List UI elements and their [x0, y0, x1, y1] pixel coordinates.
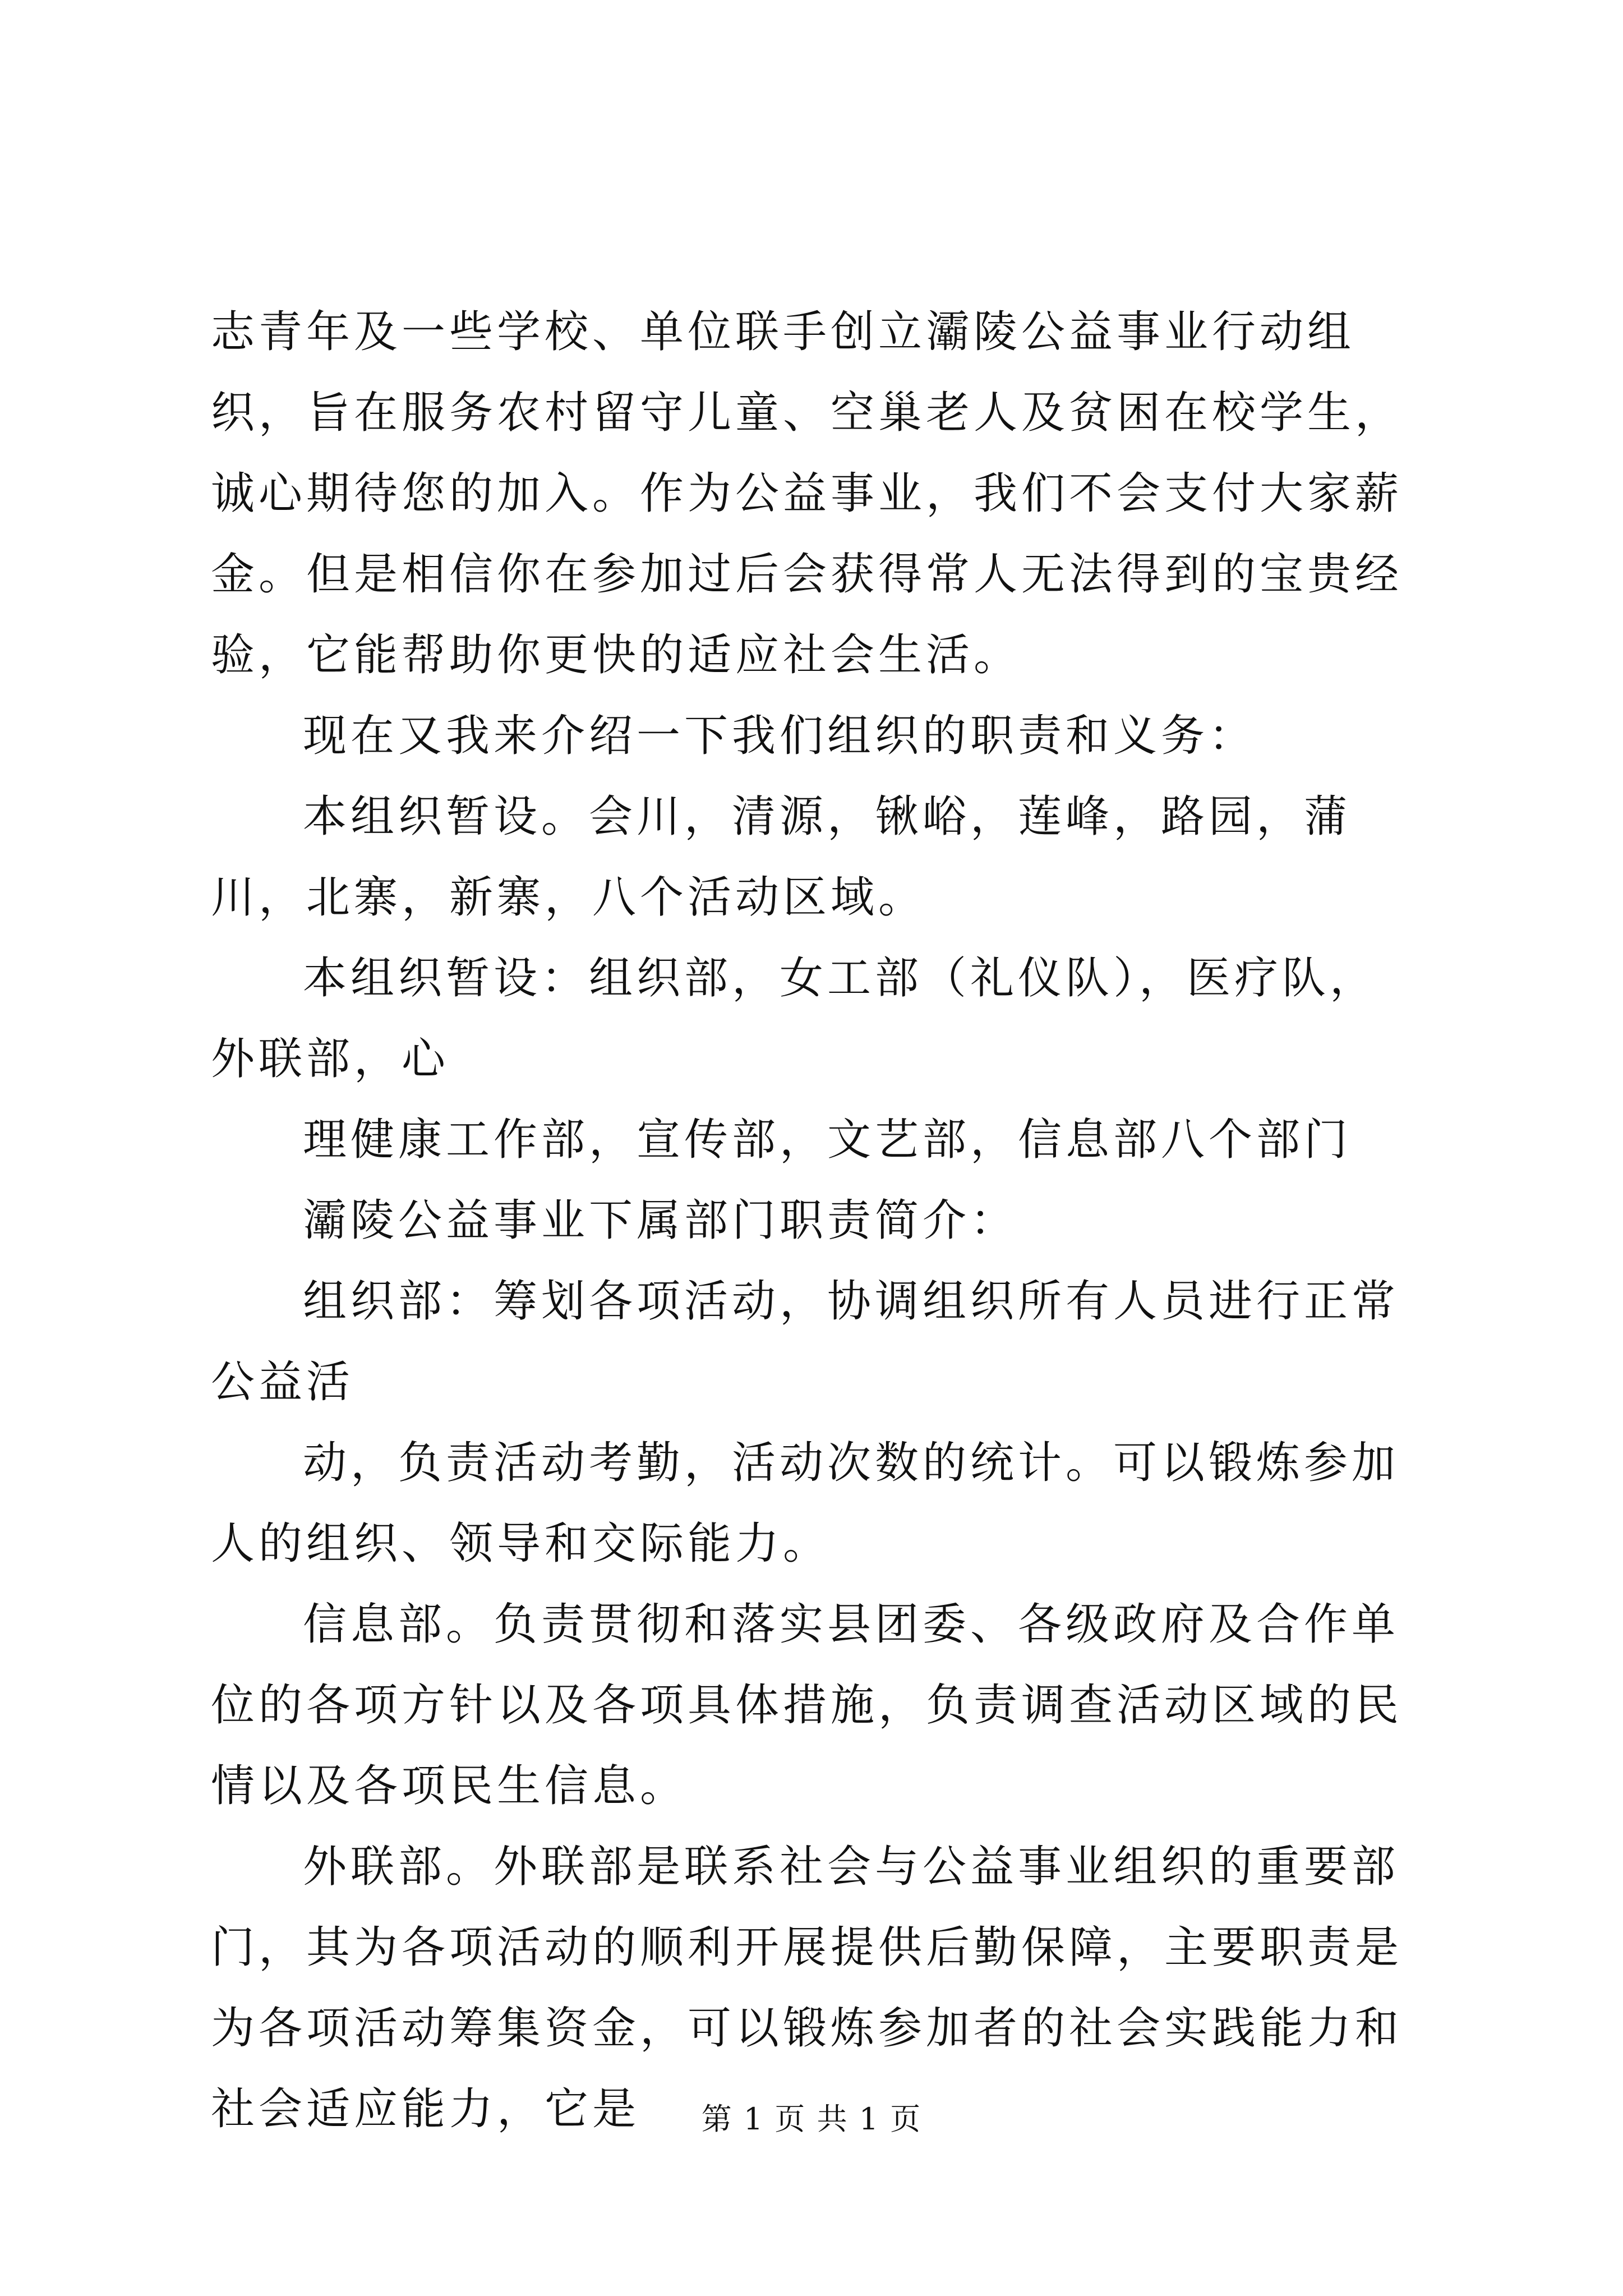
paragraph-information-dept: 信息部。负责贯彻和落实县团委、各级政府及合作单位的各项方针以及各项具体措施，负责调查活动区域的民情以及各项民生信息。: [211, 1599, 1403, 1811]
paragraph-activity-areas: 本组织暂设。会川，清源，锹峪，莲峰，路园，蒲川，北寨，新寨，八个活动区域。: [211, 792, 1352, 923]
paragraph-departments-continued: 理健康工作部，宣传部，文艺部，信息部八个部门: [303, 1115, 1352, 1165]
paragraph-introduction: 现在又我来介绍一下我们组织的职责和义务：: [303, 711, 1257, 761]
paragraph-organization-dept-continued: 动，负责活动考勤，活动次数的统计。可以锻炼参加人的组织、领导和交际能力。: [211, 1438, 1400, 1569]
paragraph-departments: 本组织暂设：组织部，女工部（礼仪队），医疗队，外联部，心: [211, 953, 1378, 1084]
document-body: [211, 292, 1417, 2150]
page-number-footer: 第 1 页 共 1 页: [701, 2101, 922, 2137]
paragraph-intro-continued: 志青年及一些学校、单位联手创立灞陵公益事业行动组织，旨在服务农村留守儿童、空巢老人及贫困在校学生，诚心期待您的加入。作为公益事业，我们不会支付大家薪金。但是相信你在参加过后会获得常人无法得到的宝贵经验，它能帮助你更快的适应社会生活。: [211, 307, 1403, 680]
paragraph-duties-heading: 灞陵公益事业下属部门职责简介：: [303, 1195, 1018, 1246]
paragraph-external-relations-dept: 外联部。外联部是联系社会与公益事业组织的重要部门，其为各项活动的顺利开展提供后勤保障，主要职责是为各项活动筹集资金，可以锻炼参加者的社会实践能力和社会适应能力，它是: [211, 1842, 1403, 2134]
paragraph-organization-dept: 组织部：筹划各项活动，协调组织所有人员进行正常公益活: [211, 1276, 1400, 1407]
